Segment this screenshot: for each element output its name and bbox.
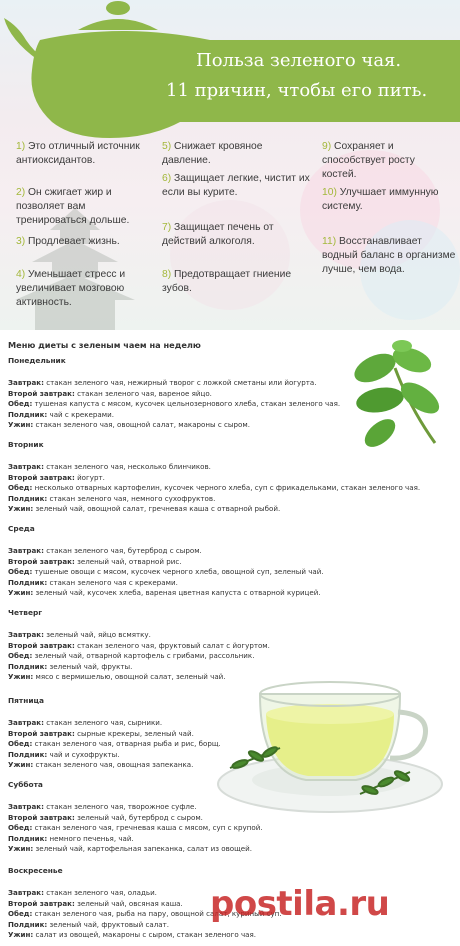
meal-text: зеленый чай, овсяная каша. <box>74 898 183 908</box>
meal-row <box>8 930 256 940</box>
meal-label: Обед: <box>8 909 33 918</box>
meal-text: мясо с вермишелью, овощной салат, зеленый чай. <box>33 672 226 681</box>
reason-text: Улучшает иммунную систему. <box>322 187 439 212</box>
meal-row <box>8 630 151 640</box>
reason-number: 2) <box>16 187 26 198</box>
meal-row <box>8 651 254 661</box>
reason-item <box>16 268 146 310</box>
meal-row <box>8 473 105 483</box>
meal-row <box>8 718 162 728</box>
meal-label: Второй завтрак: <box>8 898 75 908</box>
meal-row <box>8 462 211 472</box>
meal-label: Завтрак: <box>8 630 44 639</box>
reason-item <box>322 186 452 214</box>
day-heading: Среда <box>8 524 35 533</box>
meal-row <box>8 813 203 823</box>
meal-row <box>8 750 119 760</box>
mint-leaves-image <box>340 338 450 458</box>
meal-row <box>8 410 114 420</box>
title-line-2: 11 причин, чтобы его пить. <box>166 80 428 101</box>
meal-text: зеленый чай, фрукты. <box>47 661 133 671</box>
meal-row <box>8 662 132 672</box>
reason-number: 5) <box>162 141 172 152</box>
meal-label: Завтрак: <box>8 718 44 727</box>
meal-row <box>8 567 324 577</box>
meal-label: Второй завтрак: <box>8 388 75 398</box>
meal-text: стакан зеленого чая, несколько блинчиков. <box>43 462 211 471</box>
reason-number: 3) <box>16 236 26 247</box>
meal-row <box>8 920 169 930</box>
meal-row <box>8 557 181 567</box>
meal-text: зеленый чай, овощной салат, гречневая каша с отварной рыбой. <box>33 504 281 513</box>
meal-text: стакан зеленого чая, творожное суфле. <box>43 802 197 811</box>
meal-label: Ужин: <box>8 760 34 769</box>
meal-text: стакан зеленого чая, овощной салат, макароны с сыром. <box>33 420 250 429</box>
meal-label: Обед: <box>8 739 33 748</box>
meal-row <box>8 483 420 493</box>
meal-text: стакан зеленого чая, рыба на пару, овощной салат, куриный суп. <box>32 909 282 918</box>
meal-text: стакан зеленого чая, бутерброд с сыром. <box>43 546 202 555</box>
meal-label: Второй завтрак: <box>8 472 75 482</box>
day-heading: Понедельник <box>8 356 66 365</box>
reason-number: 9) <box>322 141 332 152</box>
meal-label: Обед: <box>8 823 33 832</box>
reason-number: 6) <box>162 173 172 184</box>
meal-label: Завтрак: <box>8 802 44 811</box>
meal-row <box>8 546 202 556</box>
banner <box>0 0 460 330</box>
meal-text: стакан зеленого чая, овощная запеканка. <box>33 760 194 769</box>
reason-number: 1) <box>16 141 26 152</box>
reason-text: Сохраняет и способствует росту костей. <box>322 141 415 180</box>
meal-row <box>8 834 134 844</box>
meal-text: стакан зеленого чая, отварная рыба и рис, борщ. <box>32 739 221 748</box>
teacup-image <box>210 672 450 822</box>
meal-label: Второй завтрак: <box>8 556 75 566</box>
reason-text: Защищает легкие, чистит их если вы курите. <box>162 173 310 198</box>
reason-item <box>322 140 452 182</box>
day-heading: Суббота <box>8 780 43 789</box>
meal-text: стакан зеленого чая, гречневая каша с мясом, суп с крупой. <box>32 823 263 832</box>
meal-text: йогурт. <box>74 472 105 482</box>
reason-item <box>16 186 156 228</box>
meal-label: Завтрак: <box>8 888 44 897</box>
reason-item <box>322 235 456 277</box>
meal-label: Обед: <box>8 483 33 492</box>
meal-label: Полдник: <box>8 409 48 419</box>
reason-number: 11) <box>322 236 337 247</box>
meal-label: Ужин: <box>8 844 34 853</box>
meal-label: Завтрак: <box>8 462 44 471</box>
meal-row <box>8 844 252 854</box>
reason-text: Снижает кровяное давление. <box>162 141 263 166</box>
meal-label: Полдник: <box>8 833 48 843</box>
meal-label: Ужин: <box>8 588 34 597</box>
reason-text: Уменьшает стресс и увеличивает мозговою активность. <box>16 269 126 308</box>
meal-label: Полдник: <box>8 493 48 503</box>
menu-title: Меню диеты с зеленым чаем на неделю <box>8 340 201 350</box>
reason-item <box>16 140 156 168</box>
reason-text: Предотвращает гниение зубов. <box>162 269 292 294</box>
meal-label: Ужин: <box>8 420 34 429</box>
reason-text: Защищает печень от действий алкоголя. <box>162 222 274 247</box>
meal-row <box>8 399 340 409</box>
meal-text: салат из овощей, макароны с сыром, стакан зеленого чая. <box>33 930 257 939</box>
meal-text: зеленый чай, фруктовый салат. <box>47 919 170 929</box>
meal-label: Полдник: <box>8 577 48 587</box>
meal-row <box>8 899 183 909</box>
day-heading: Четверг <box>8 608 43 617</box>
meal-text: стакан зеленого чая, сырники. <box>43 718 163 727</box>
meal-row <box>8 588 321 598</box>
meal-text: стакан зеленого чая, немного сухофруктов. <box>47 493 216 503</box>
meal-text: зеленый чай, картофельная запеканка, салат из овощей. <box>33 844 253 853</box>
meal-text: зеленый чай, отварной рис. <box>74 556 182 566</box>
meal-text: чай с крекерами. <box>47 409 114 419</box>
meal-row <box>8 672 226 682</box>
meal-row <box>8 504 280 514</box>
reason-number: 7) <box>162 222 172 233</box>
meal-row <box>8 389 212 399</box>
reason-text: Это отличный источник антиоксидантов. <box>16 141 140 166</box>
reason-item <box>162 268 312 296</box>
meal-label: Обед: <box>8 651 33 660</box>
meal-text: чай и сухофрукты. <box>47 749 120 759</box>
meal-text: зеленый чай, отварной картофель с грибами, рассольник. <box>32 651 255 660</box>
day-heading: Пятница <box>8 696 44 705</box>
reason-text: Продлевает жизнь. <box>28 236 120 247</box>
meal-row <box>8 641 270 651</box>
meal-text: сырные крекеры, зеленый чай. <box>74 728 194 738</box>
title-line-1: Польза зеленого чая. <box>196 50 402 71</box>
meal-row <box>8 494 215 504</box>
meal-label: Завтрак: <box>8 378 44 387</box>
meal-row <box>8 823 263 833</box>
reason-item <box>16 235 156 249</box>
reason-item <box>162 172 312 200</box>
reason-number: 8) <box>162 269 172 280</box>
reason-item <box>162 221 302 249</box>
watermark-logo: postila.ru <box>210 884 390 924</box>
day-heading: Вторник <box>8 440 44 449</box>
day-heading: Воскресенье <box>8 866 63 875</box>
meal-label: Полдник: <box>8 661 48 671</box>
meal-label: Второй завтрак: <box>8 640 75 650</box>
meal-text: зеленый чай, кусочек хлеба, вареная цветная капуста с отварной курицей. <box>33 588 321 597</box>
reason-number: 10) <box>322 187 337 198</box>
meal-text: несколько отварных картофелин, кусочек черного хлеба, суп с фрикадельками, стакан зеленого чая. <box>32 483 421 492</box>
meal-row <box>8 760 193 770</box>
meal-row <box>8 802 197 812</box>
meal-text: стакан зеленого чая, вареное яйцо. <box>74 388 212 398</box>
meal-label: Обед: <box>8 399 33 408</box>
meal-label: Завтрак: <box>8 546 44 555</box>
meal-row <box>8 420 250 430</box>
meal-row <box>8 378 316 388</box>
reason-text: Он сжигает жир и позволяет вам тренироваться дольше. <box>16 187 130 226</box>
meal-row <box>8 739 221 749</box>
meal-text: тушеная капуста с мясом, кусочек цельнозернового хлеба, стакан зеленого чая. <box>32 399 341 408</box>
meal-text: стакан зеленого чая с крекерами. <box>47 577 178 587</box>
meal-text: зеленый чай, бутерброд с сыром. <box>74 812 203 822</box>
meal-text: стакан зеленого чая, фруктовый салат с йогуртом. <box>74 640 270 650</box>
meal-label: Полдник: <box>8 919 48 929</box>
meal-row <box>8 888 157 898</box>
meal-label: Ужин: <box>8 930 34 939</box>
meal-label: Ужин: <box>8 504 34 513</box>
meal-label: Полдник: <box>8 749 48 759</box>
meal-text: тушеные овощи с мясом, кусочек черного хлеба, овощной суп, зеленый чай. <box>32 567 324 576</box>
reason-text: Восстанавливает водный баланс в организме лучше, чем вода. <box>322 236 456 275</box>
reason-item <box>162 140 312 168</box>
meal-label: Обед: <box>8 567 33 576</box>
meal-label: Второй завтрак: <box>8 728 75 738</box>
meal-text: зеленый чай, яйцо всмятку. <box>43 630 151 639</box>
meal-text: стакан зеленого чая, оладьи. <box>43 888 157 897</box>
meal-label: Ужин: <box>8 672 34 681</box>
meal-row <box>8 578 178 588</box>
meal-row <box>8 729 194 739</box>
reason-number: 4) <box>16 269 26 280</box>
meal-label: Второй завтрак: <box>8 812 75 822</box>
meal-text: стакан зеленого чая, нежирный творог с ложкой сметаны или йогурта. <box>43 378 317 387</box>
meal-text: немного печенья, чай. <box>47 833 134 843</box>
